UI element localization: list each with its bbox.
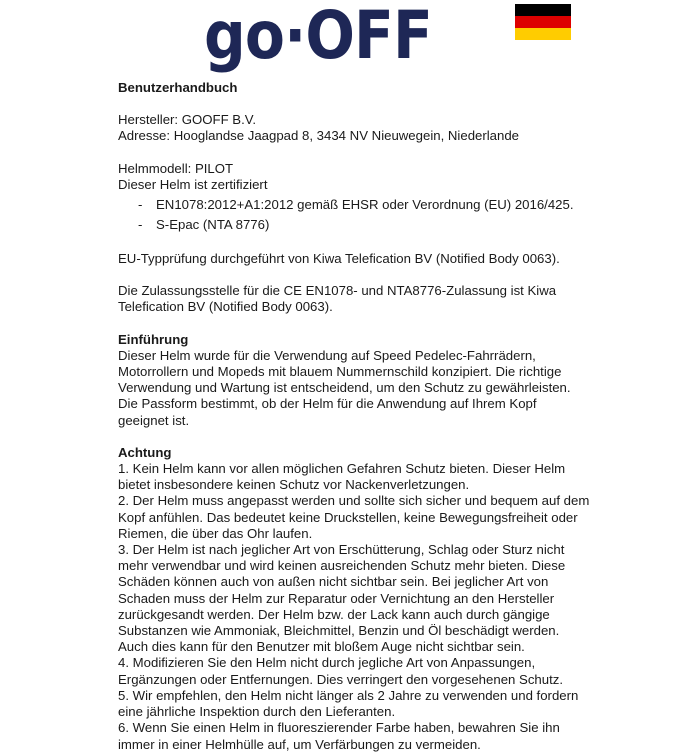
certification-item: - EN1078:2012+A1:2012 gemäß EHSR oder Verordnung (EU) 2016/425. — [118, 195, 590, 215]
warning-item: 5. Wir empfehlen, den Helm nicht länger als 2 Jahre zu verwenden und fordern eine jährliche Inspektion durch den Lieferanten. — [118, 687, 579, 720]
certification-item: - S-Epac (NTA 8776) — [118, 215, 590, 235]
warning-item: 6. Wenn Sie einen Helm in fluoreszierender Farbe haben, bewahren Sie ihn immer in einer Helmhülle auf, um Verfärbungen zu vermeiden. — [118, 720, 560, 752]
certified-statement: Dieser Helm ist zertifiziert — [118, 176, 268, 192]
warning-item: 4. Modifizieren Sie den Helm nicht durch jegliche Art von Anpassungen, Ergänzungen oder Entfernungen. Dies verringert den vorgesehenen Schutz. — [118, 655, 564, 687]
flag-stripe-black — [515, 4, 571, 16]
intro-heading: Einführung — [118, 331, 189, 347]
go-off-logo-icon — [204, 0, 434, 74]
warning-item: 2. Der Helm muss angepasst werden und sollte sich sicher und bequem auf dem Kopf anfühlen. Das bedeutet keine Druckstellen, keine Bewegungsfreiheit oder Riemen, die über das Ohr laufen. — [118, 493, 590, 541]
intro-text: Dieser Helm wurde für die Verwendung auf Speed Pedelec-Fahrrädern, Motorrollern und Mopeds mit blauem Nummernschild konzipiert. Die richtige Verwendung und Wartung ist entscheidend, um den Schutz zu gewährleisten. Die Passform bestimmt, ob der Helm für die Anwendung auf Ihrem Kopf geeignet ist. — [118, 347, 571, 428]
manufacturer: Hersteller: GOOFF B.V. — [118, 112, 257, 128]
certification-list — [118, 195, 590, 235]
german-flag-icon — [515, 4, 571, 40]
warning-heading: Achtung — [118, 444, 172, 460]
warning-item: 1. Kein Helm kann vor allen möglichen Gefahren Schutz bieten. Dieser Helm bietet insbesondere keinen Schutz vor Nackenverletzungen. — [118, 461, 566, 493]
manual-content — [118, 80, 590, 753]
flag-stripe-gold — [515, 28, 571, 40]
approval-statement: Die Zulassungsstelle für die CE EN1078- und NTA8776-Zulassung ist Kiwa Telefication BV (Notified Body 0063). — [118, 283, 557, 315]
document-title: Benutzerhandbuch — [118, 80, 238, 95]
warning-item: 3. Der Helm ist nach jeglicher Art von Erschütterung, Schlag oder Sturz nicht mehr verwendbar und wird keinen ausreichenden Schutz mehr bieten. Diese Schäden können auch von außen nicht sichtbar sein. Bei jeglicher Art von Schaden muss der Helm zur Reparatur oder Vernichtung an den Hersteller zurückgesandt werden. Der Helm bzw. der Lack kann auch durch gängige Substanzen wie Ammoniak, Bleichmittel, Benzin und Öl beschädigt werden. Auch dies kann für den Benutzer mit bloßem Auge nicht sichtbar sein. — [118, 542, 566, 655]
type-test-statement: EU-Typprüfung durchgeführt von Kiwa Telefication BV (Notified Body 0063). — [118, 251, 560, 267]
flag-stripe-red — [515, 16, 571, 28]
address: Adresse: Hooglandse Jaagpad 8, 3434 NV Nieuwegein, Niederlande — [118, 128, 520, 144]
helmet-model: Helmmodell: PILOT — [118, 160, 234, 176]
svg-text:go·OFF: go·OFF — [204, 0, 432, 74]
brand-logo — [204, 0, 434, 74]
